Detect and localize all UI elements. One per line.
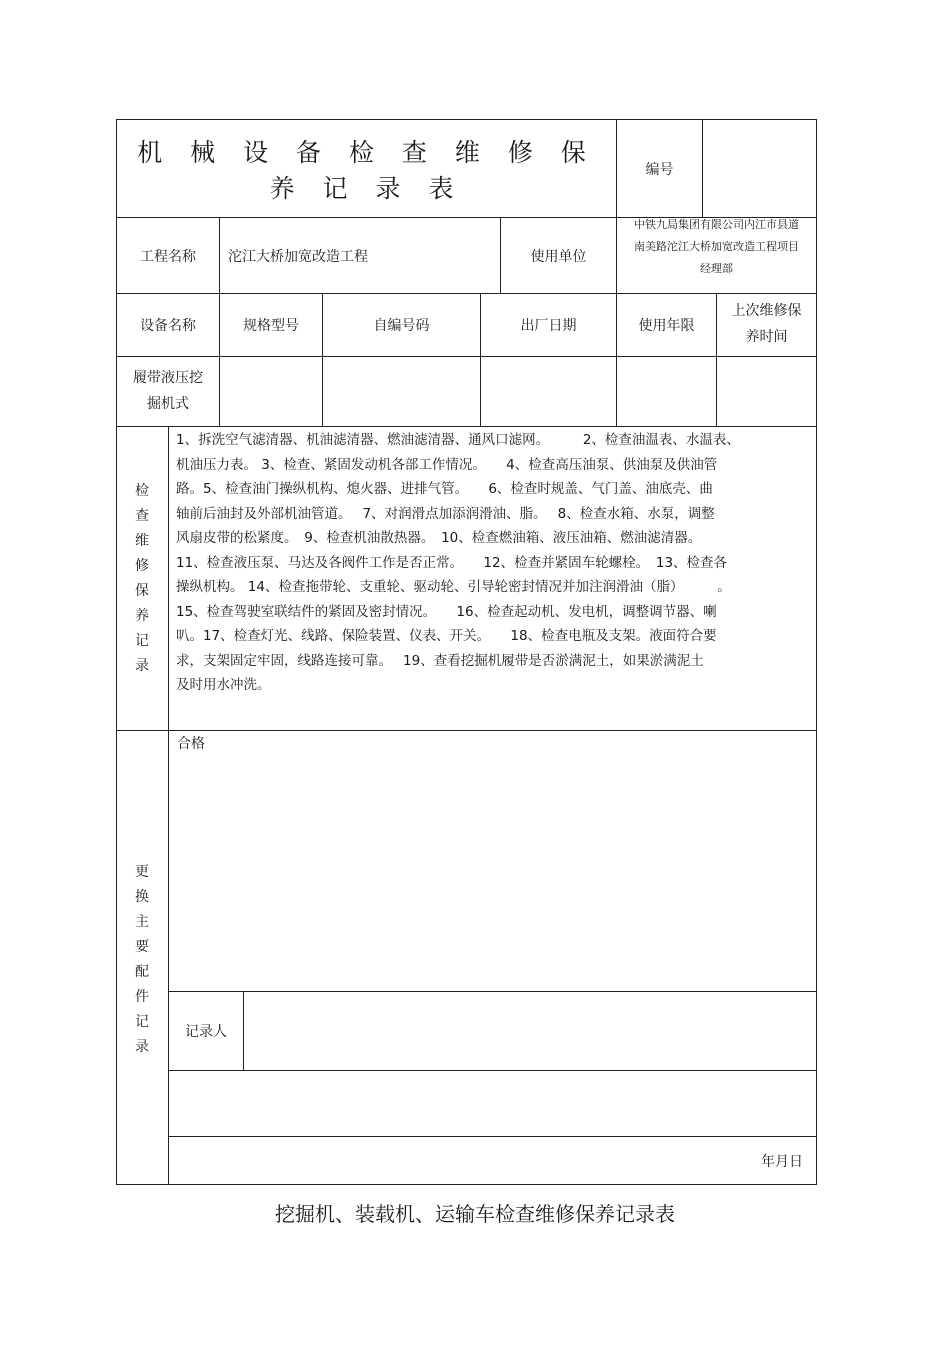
project-name-label: 工程名称 — [140, 248, 196, 265]
equipment-name-line: 掘机式 — [147, 396, 189, 412]
label-char: 配 — [135, 964, 149, 980]
using-unit-line: 经理部 — [700, 262, 733, 275]
footer-caption: 挖掘机、装载机、运输车检查维修保养记录表 — [275, 1202, 675, 1226]
label-char: 保 — [135, 583, 149, 599]
using-unit-line: 中铁九局集团有限公司内江市县道 — [634, 218, 799, 231]
inspection-line: 操纵机构。 14、检查拖带轮、支重轮、驱动轮、引导轮密封情况并加注润滑油（脂） 。 — [176, 579, 731, 595]
header-last-maintenance-line: 养时间 — [745, 329, 788, 345]
label-char: 录 — [135, 1039, 149, 1055]
row-divider — [116, 426, 817, 427]
header-equipment-name: 设备名称 — [140, 318, 196, 334]
inspection-line: 机油压力表。 3、检查、紧固发动机各部工作情况。 4、检查高压油泵、供油泵及供油管 — [176, 456, 718, 473]
inspection-content — [176, 428, 810, 698]
label-char: 记 — [135, 633, 149, 649]
using-unit-line: 南美路沱江大桥加宽改造工程项目 — [634, 240, 799, 253]
inspection-line: 叭。17、检查灯光、线路、保险装置、仪表、开关。 18、检查电瓶及支架。液面符合要 — [176, 628, 717, 644]
label-char: 件 — [135, 989, 149, 1005]
table-border-bottom — [116, 1184, 817, 1185]
header-model: 规格型号 — [243, 318, 299, 334]
form-title: 机 械 设 备 检 查 维 修 保 养 记 录 表 — [137, 137, 596, 203]
row-divider — [116, 730, 817, 731]
inspection-line: 1、拆洗空气滤清器、机油滤清器、燃油滤清器、通风口滤网。 2、检查油温表、水温表、 — [176, 432, 740, 448]
blank-row — [169, 1071, 816, 1136]
label-char: 维 — [135, 533, 149, 549]
header-factory-date: 出厂日期 — [520, 318, 577, 334]
number-label: 编号 — [645, 161, 674, 178]
inspection-line: 及时用水冲洗。 — [176, 677, 271, 693]
header-self-number: 自编号码 — [373, 318, 430, 334]
header-last-maintenance-line: 上次维修保 — [731, 303, 802, 319]
inspection-line: 轴前后油封及外部机油管道。 7、对润滑点加添润滑油、脂。 8、检查水箱、水泵，调整 — [176, 505, 715, 522]
inspection-section-label — [132, 479, 152, 679]
last-maintenance-value[interactable] — [717, 357, 816, 426]
project-name-value[interactable]: 沱江大桥加宽改造工程 — [228, 248, 368, 265]
inspection-line: 15、检查驾驶室联结件的紧固及密封情况。 16、检查起动机、发电机，调整调节器、喇 — [176, 603, 717, 620]
label-char: 换 — [135, 889, 149, 905]
model-value[interactable] — [220, 357, 322, 426]
recorder-label: 记录人 — [185, 1024, 227, 1040]
number-field[interactable] — [703, 120, 816, 217]
factory-date-value[interactable] — [481, 357, 616, 426]
inspection-line: 路。5、检查油门操纵机构、熄火器、进排气管。 6、检查时规盖、气门盖、油底壳、曲 — [176, 481, 713, 497]
header-last-maintenance — [717, 298, 816, 356]
header-years-used: 使用年限 — [638, 318, 695, 334]
using-unit-value[interactable] — [617, 214, 816, 294]
using-unit-label: 使用单位 — [530, 248, 587, 265]
replacement-section-label — [132, 860, 152, 1060]
label-char: 更 — [135, 864, 149, 880]
inspection-line: 风扇皮带的松紧度。 9、检查机油散热器。 10、检查燃油箱、液压油箱、燃油滤清器。 — [176, 530, 702, 546]
recorder-field[interactable] — [244, 992, 816, 1070]
equipment-name-value[interactable] — [117, 365, 219, 425]
label-char: 要 — [135, 939, 149, 955]
inspection-line: 求，支架固定牢固，线路连接可靠。 19、查看挖掘机履带是否淤满泥土，如果淤满泥土 — [176, 652, 704, 669]
table-border-right — [816, 119, 817, 1185]
label-char: 主 — [135, 914, 149, 930]
label-char: 查 — [135, 508, 149, 524]
self-number-value[interactable] — [323, 357, 480, 426]
label-char: 检 — [135, 483, 149, 499]
equipment-name-line: 履带液压挖 — [133, 370, 203, 386]
replacement-result-field[interactable]: 合格 — [177, 736, 205, 752]
inspection-line: 11、检查液压泵、马达及各阀件工作是否正常。 12、检查并紧固车轮螺栓。 13、检查各 — [176, 554, 728, 571]
label-char: 记 — [135, 1014, 149, 1030]
label-char: 养 — [135, 608, 149, 624]
years-used-value[interactable] — [617, 357, 716, 426]
label-char: 录 — [135, 658, 149, 674]
label-char: 修 — [135, 558, 149, 574]
date-field[interactable]: 年月日 — [761, 1153, 803, 1170]
col-divider — [219, 217, 220, 293]
